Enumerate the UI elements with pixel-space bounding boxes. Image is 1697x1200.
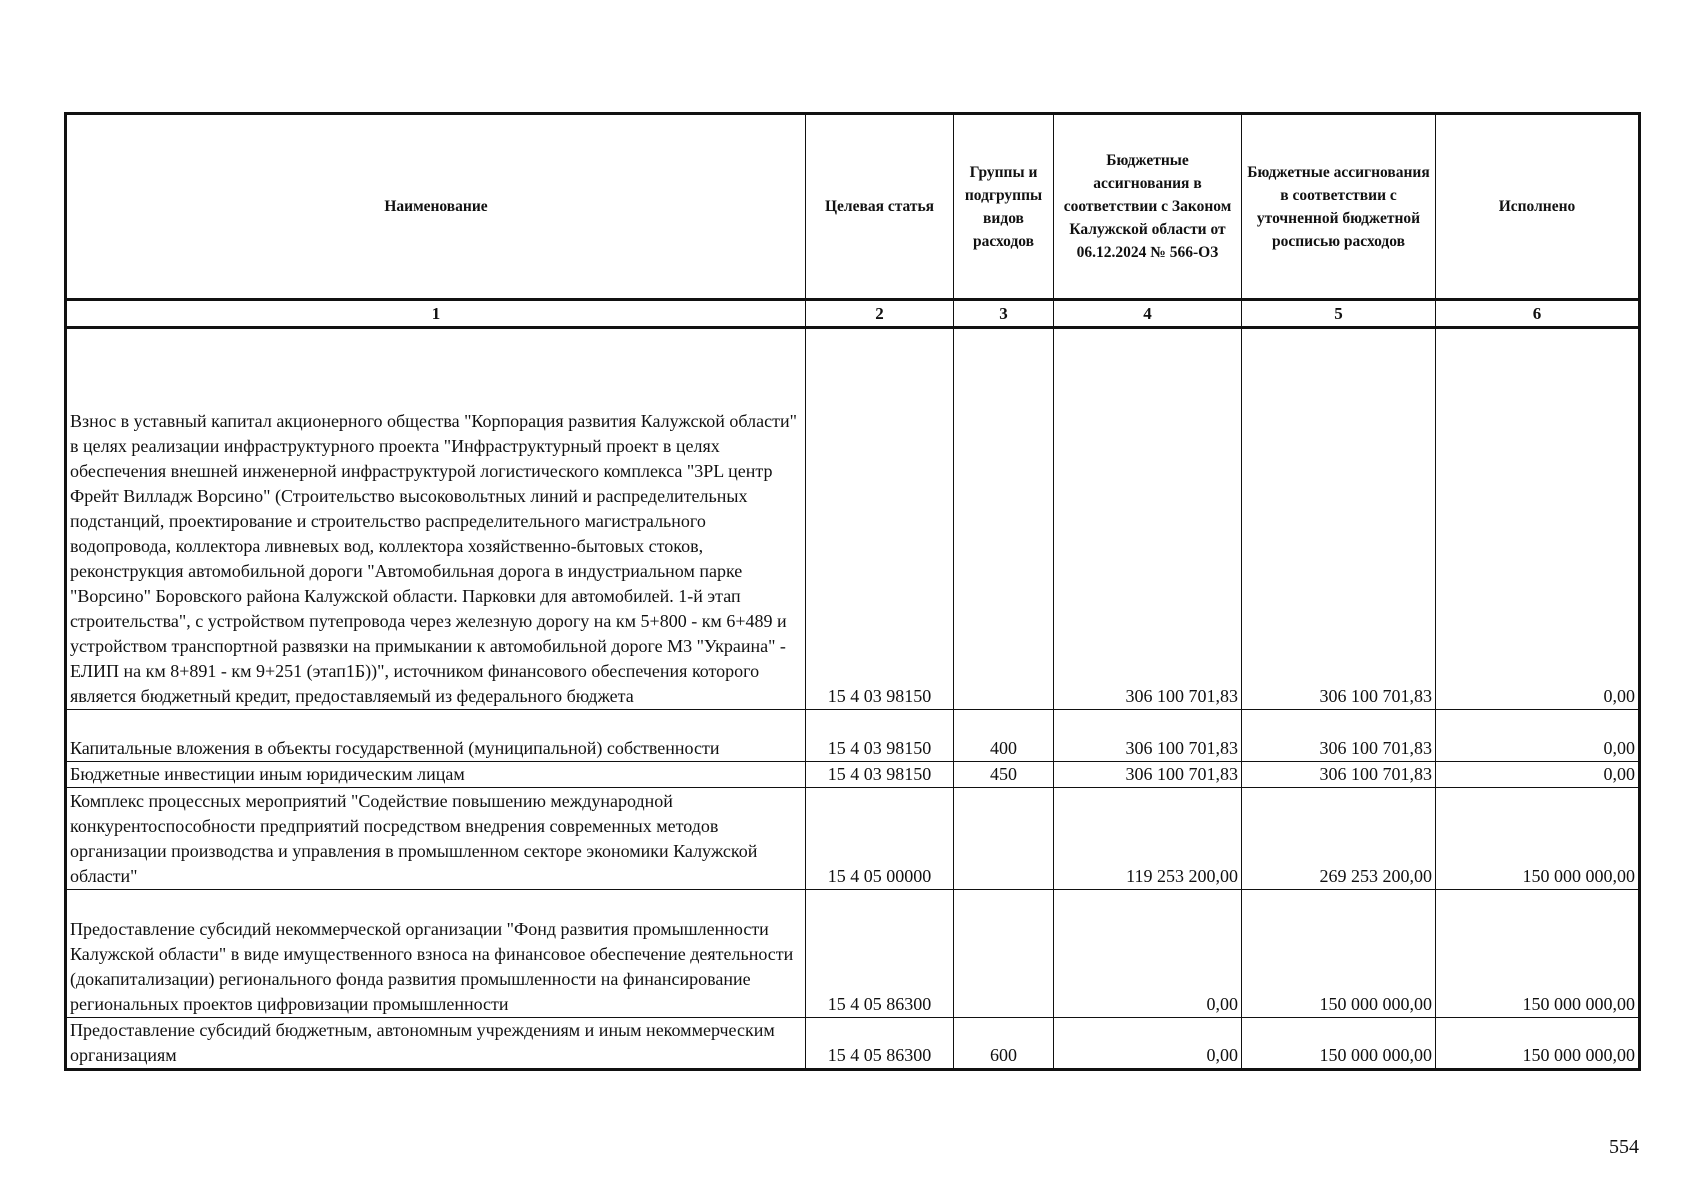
table-header-row (66, 114, 1640, 300)
row-revised-amount: 150 000 000,00 (1242, 890, 1436, 1018)
row-expense-group (954, 788, 1054, 890)
row-executed-amount: 0,00 (1436, 710, 1640, 762)
row-law-amount: 306 100 701,83 (1054, 328, 1242, 710)
row-law-amount: 306 100 701,83 (1054, 710, 1242, 762)
row-revised-amount: 269 253 200,00 (1242, 788, 1436, 890)
table-row (66, 762, 1640, 788)
header-expense-groups: Группы и подгруппы видов расходов (954, 114, 1054, 300)
column-number: 3 (954, 300, 1054, 328)
column-number: 4 (1054, 300, 1242, 328)
row-name: Предоставление субсидий бюджетным, автономным учреждениям и иным некоммерческим организациям (66, 1018, 806, 1070)
row-name: Бюджетные инвестиции иным юридическим лицам (66, 762, 806, 788)
header-target-article: Целевая статья (806, 114, 954, 300)
table-row (66, 710, 1640, 762)
row-law-amount: 0,00 (1054, 890, 1242, 1018)
row-executed-amount: 150 000 000,00 (1436, 1018, 1640, 1070)
row-expense-group: 450 (954, 762, 1054, 788)
row-law-amount: 306 100 701,83 (1054, 762, 1242, 788)
column-number: 1 (66, 300, 806, 328)
header-law-allocations: Бюджетные ассигнования в соответствии с Законом Калужской области от 06.12.2024 № 566-ОЗ (1054, 114, 1242, 300)
row-name: Комплекс процессных мероприятий "Содействие повышению международной конкурентоспособности предприятий посредством внедрения современных методов организации производства и управления в промышленном секторе экономики Калужской области" (66, 788, 806, 890)
header-name: Наименование (66, 114, 806, 300)
row-name: Взнос в уставный капитал акционерного общества "Корпорация развития Калужской области" в целях реализации инфраструктурного проекта "Инфраструктурный проект в целях обеспечения внешней инженерной инфраструктурой логистического комплекса "3PL центр Фрейт Вилладж Ворсино" (Строительство высоковольтных линий и распределительных подстанций, проектирование и строительство распределительного магистрального водопровода, коллектора ливневых вод, коллектора хозяйственно-бытовых стоков, реконструкция автомобильной дороги "Автомобильная дорога в индустриальном парке "Ворсино" Боровского района Калужской области. Парковки для автомобилей. 1-й этап строительства", с устройством путепровода через железную дорогу на км 5+800 - км 6+489 и устройством транспортной развязки на примыкании к автомобильной дороге М3 "Украина" - ЕЛИП на км 8+891 - км 9+251 (этап1Б))", источником финансового обеспечения которого является бюджетный кредит, предоставляемый из федерального бюджета (66, 328, 806, 710)
column-number: 2 (806, 300, 954, 328)
row-executed-amount: 0,00 (1436, 762, 1640, 788)
row-expense-group: 600 (954, 1018, 1054, 1070)
row-target-code: 15 4 03 98150 (806, 710, 954, 762)
header-executed: Исполнено (1436, 114, 1640, 300)
page-number: 554 (1609, 1136, 1639, 1158)
row-law-amount: 0,00 (1054, 1018, 1242, 1070)
table-row (66, 1018, 1640, 1070)
row-expense-group: 400 (954, 710, 1054, 762)
row-revised-amount: 150 000 000,00 (1242, 1018, 1436, 1070)
row-revised-amount: 306 100 701,83 (1242, 762, 1436, 788)
row-name: Предоставление субсидий некоммерческой организации "Фонд развития промышленности Калужской области" в виде имущественного взноса на финансовое обеспечение деятельности (докапитализации) регионального фонда развития промышленности на финансирование региональных проектов цифровизации промышленности (66, 890, 806, 1018)
row-expense-group (954, 890, 1054, 1018)
table-row (66, 788, 1640, 890)
row-target-code: 15 4 03 98150 (806, 328, 954, 710)
row-target-code: 15 4 05 86300 (806, 890, 954, 1018)
header-revised-allocations: Бюджетные ассигнования в соответствии с уточненной бюджетной росписью расходов (1242, 114, 1436, 300)
budget-execution-table (64, 112, 1641, 1071)
table-row (66, 328, 1640, 710)
row-target-code: 15 4 05 86300 (806, 1018, 954, 1070)
row-name: Капитальные вложения в объекты государственной (муниципальной) собственности (66, 710, 806, 762)
row-target-code: 15 4 03 98150 (806, 762, 954, 788)
row-executed-amount: 150 000 000,00 (1436, 890, 1640, 1018)
row-expense-group (954, 328, 1054, 710)
table-row (66, 890, 1640, 1018)
column-number-row (66, 300, 1640, 328)
row-executed-amount: 0,00 (1436, 328, 1640, 710)
row-law-amount: 119 253 200,00 (1054, 788, 1242, 890)
row-target-code: 15 4 05 00000 (806, 788, 954, 890)
row-executed-amount: 150 000 000,00 (1436, 788, 1640, 890)
row-revised-amount: 306 100 701,83 (1242, 710, 1436, 762)
column-number: 5 (1242, 300, 1436, 328)
column-number: 6 (1436, 300, 1640, 328)
row-revised-amount: 306 100 701,83 (1242, 328, 1436, 710)
